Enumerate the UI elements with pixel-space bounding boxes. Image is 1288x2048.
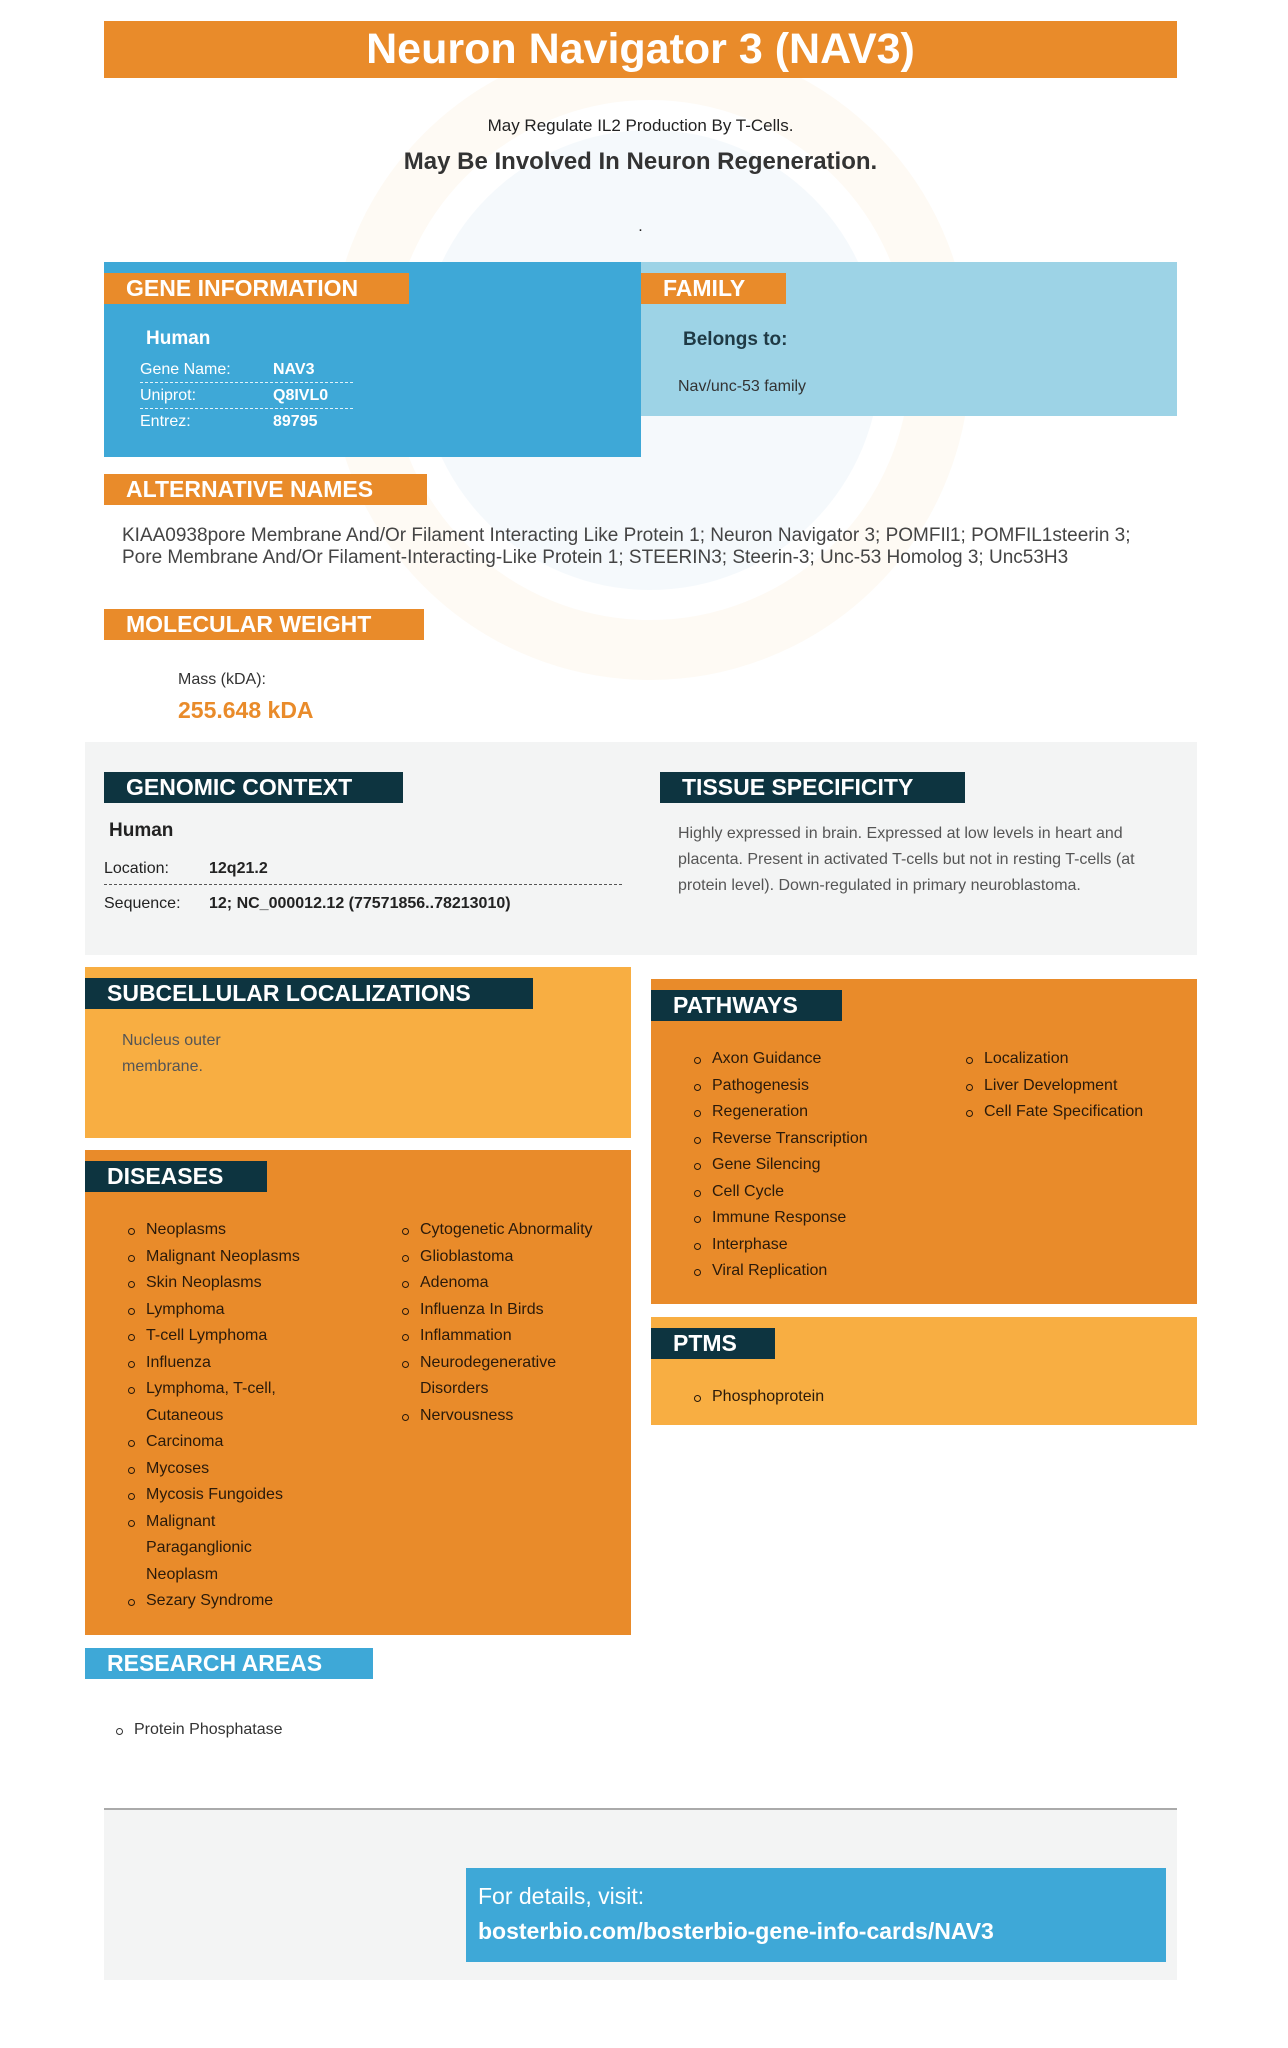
pathway-item: Localization [962, 1046, 1192, 1073]
disease-item: Lymphoma [124, 1297, 314, 1324]
genomic-species: Human [109, 820, 174, 841]
family-belongs-label: Belongs to: [683, 329, 788, 350]
gene-name-label: Gene Name: [140, 361, 231, 378]
alternative-names-heading: ALTERNATIVE NAMES [104, 474, 427, 505]
gene-species: Human [146, 328, 211, 349]
subtitle-function-3: . [638, 218, 643, 235]
disease-item: Mycosis Fungoides [124, 1482, 314, 1509]
disease-item: Lymphoma, T-cell, Cutaneous [124, 1376, 314, 1429]
disease-item: T-cell Lymphoma [124, 1323, 314, 1350]
sequence-row [104, 887, 622, 920]
pathway-item: Interphase [690, 1232, 920, 1259]
sequence-label: Sequence: [104, 895, 181, 912]
molecular-weight-heading: MOLECULAR WEIGHT [104, 609, 424, 640]
footer-visit-label: For details, visit: [478, 1883, 645, 1909]
tissue-specificity-heading: TISSUE SPECIFICITY [660, 772, 965, 803]
uniprot-label: Uniprot: [140, 387, 197, 404]
disease-item: Cytogenetic Abnormality [398, 1217, 623, 1244]
research-area-item: Protein Phosphatase [112, 1717, 412, 1744]
genomic-context-heading: GENOMIC CONTEXT [104, 772, 403, 803]
pathway-item: Cell Fate Specification [962, 1099, 1192, 1126]
disease-item: Inflammation [398, 1323, 623, 1350]
diseases-list-2 [398, 1217, 623, 1429]
footer-url[interactable]: bosterbio.com/bosterbio-gene-info-cards/NAV3 [478, 1918, 994, 1944]
disease-item: Skin Neoplasms [124, 1270, 314, 1297]
alternative-names-text: KIAA0938pore Membrane And/Or Filament Interacting Like Protein 1; Neuron Navigator 3; POMFIl1; POMFIL1steerin 3; Pore Membrane And/Or Filament-Interacting-Like Protein 1; STEERIN3; Steerin-3; Unc-53 Homolog 3; Unc53H3 [122, 525, 1131, 568]
subcellular-text: Nucleus outer membrane. [122, 1032, 221, 1075]
uniprot-value: Q8IVL0 [273, 387, 329, 404]
pathway-item: Axon Guidance [690, 1046, 920, 1073]
pathway-item: Gene Silencing [690, 1152, 920, 1179]
disease-item: Nervousness [398, 1403, 623, 1430]
mass-label: Mass (kDA): [178, 671, 266, 688]
family-value: Nav/unc-53 family [678, 378, 807, 395]
uniprot-row [140, 383, 353, 409]
subtitle-function-2: May Be Involved In Neuron Regeneration. [403, 148, 878, 175]
pathways-list-2 [962, 1046, 1192, 1126]
pathway-item: Viral Replication [690, 1258, 920, 1285]
pathway-item: Regeneration [690, 1099, 920, 1126]
sequence-value: 12; NC_000012.12 (77571856..78213010) [209, 895, 511, 912]
subcellular-heading: SUBCELLULAR LOCALIZATIONS [85, 978, 533, 1009]
diseases-list-1 [124, 1217, 314, 1615]
location-value: 12q21.2 [209, 860, 268, 877]
pathways-heading: PATHWAYS [651, 990, 842, 1021]
pathway-item: Liver Development [962, 1073, 1192, 1100]
entrez-row [140, 409, 353, 435]
tissue-specificity-text: Highly expressed in brain. Expressed at low levels in heart and placenta. Present in activated T-cells but not in resting T-cells (at protein level). Down-regulated in primary neuroblastoma. [678, 825, 1135, 894]
pathway-item: Immune Response [690, 1205, 920, 1232]
gene-information-heading: GENE INFORMATION [104, 273, 409, 304]
disease-item: Malignant Paraganglionic Neoplasm [124, 1509, 314, 1589]
mass-value: 255.648 kDA [178, 697, 314, 723]
disease-item: Influenza In Birds [398, 1297, 623, 1324]
location-label: Location: [104, 860, 169, 877]
pathway-item: Reverse Transcription [690, 1126, 920, 1153]
disease-item: Sezary Syndrome [124, 1588, 314, 1615]
disease-item: Mycoses [124, 1456, 314, 1483]
ptms-list [690, 1384, 990, 1411]
research-areas-heading: RESEARCH AREAS [85, 1648, 373, 1679]
page-title: Neuron Navigator 3 (NAV3) [104, 21, 1177, 78]
ptm-item: Phosphoprotein [690, 1384, 990, 1411]
disease-item: Neoplasms [124, 1217, 314, 1244]
disease-item: Malignant Neoplasms [124, 1244, 314, 1271]
pathways-list-1 [690, 1046, 920, 1285]
ptms-heading: PTMS [651, 1328, 775, 1359]
diseases-heading: DISEASES [85, 1161, 267, 1192]
pathway-item: Pathogenesis [690, 1073, 920, 1100]
subtitle-function-1: May Regulate IL2 Production By T-Cells. [487, 116, 794, 135]
gene-name-value: NAV3 [273, 361, 315, 378]
footer-details-link[interactable] [466, 1868, 1166, 1962]
entrez-label: Entrez: [140, 413, 191, 430]
disease-item: Glioblastoma [398, 1244, 623, 1271]
pathway-item: Cell Cycle [690, 1179, 920, 1206]
disease-item: Influenza [124, 1350, 314, 1377]
family-heading: FAMILY [641, 273, 786, 304]
location-row [104, 852, 622, 885]
entrez-value: 89795 [273, 413, 318, 430]
disease-item: Neurodegenerative Disorders [398, 1350, 623, 1403]
disease-item: Carcinoma [124, 1429, 314, 1456]
gene-name-row [140, 357, 353, 383]
research-areas-list [112, 1717, 412, 1744]
disease-item: Adenoma [398, 1270, 623, 1297]
